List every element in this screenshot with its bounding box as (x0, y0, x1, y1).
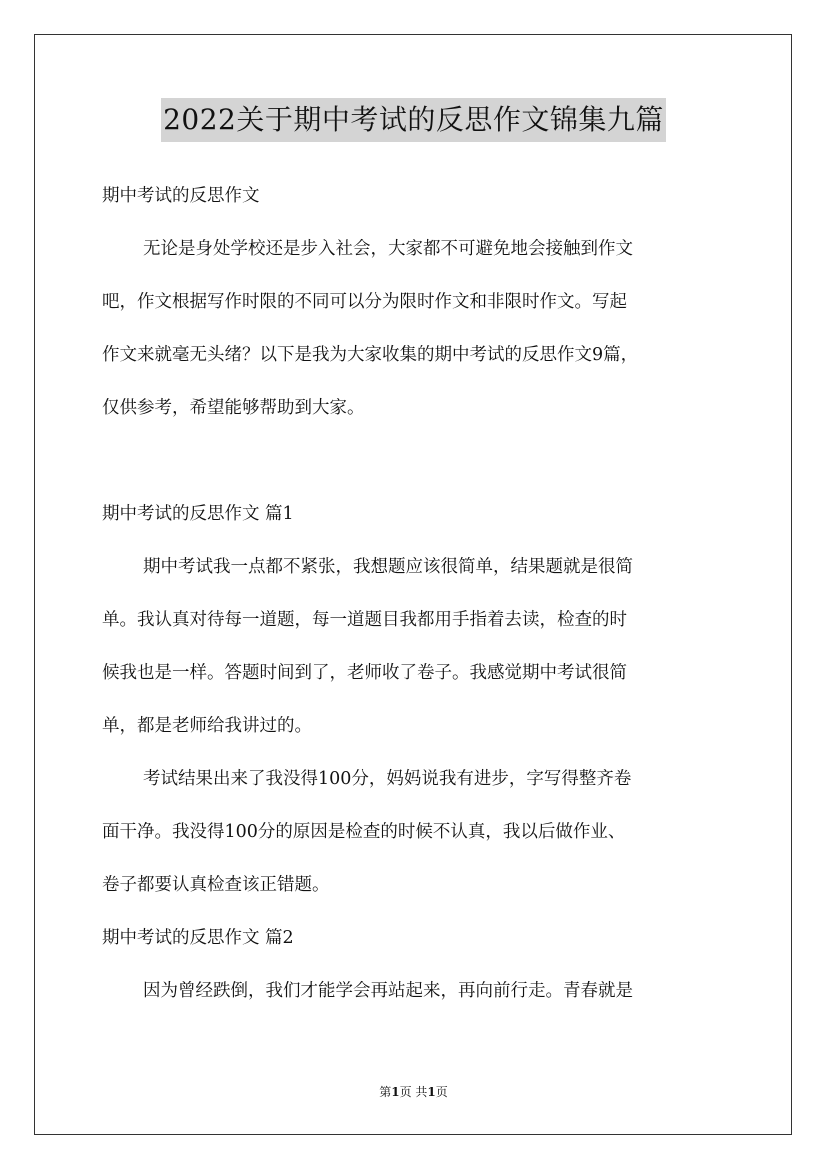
section-heading: 期中考试的反思作文 篇1 (102, 504, 294, 524)
footer-suffix: 页 (435, 1085, 448, 1099)
title-area (0, 98, 827, 142)
paragraph-line: 期中考试我一点都不紧张，我想题应该很简单，结果题就是很简 (143, 557, 633, 577)
footer-total-pages: 1 (427, 1085, 436, 1099)
document-body (102, 170, 734, 1018)
paragraph-line: 单，都是老师给我讲过的。 (102, 716, 312, 736)
footer-prefix: 第 (379, 1085, 392, 1099)
paragraph-line: 卷子都要认真检查该正错题。 (102, 875, 330, 895)
paragraph-line: 面干净。我没得100分的原因是检查的时候不认真，我以后做作业、 (102, 822, 626, 842)
paragraph-line: 作文来就毫无头绪？以下是我为大家收集的期中考试的反思作文9篇， (102, 345, 639, 365)
page-footer (0, 1084, 827, 1100)
paragraph-line: 仅供参考，希望能够帮助到大家。 (102, 398, 365, 418)
footer-current-page: 1 (391, 1085, 400, 1099)
section-heading: 期中考试的反思作文 (102, 186, 260, 206)
footer-middle: 页 共 (399, 1085, 428, 1099)
paragraph-line: 考试结果出来了我没得100分，妈妈说我有进步，字写得整齐卷 (143, 769, 632, 789)
paragraph-line: 候我也是一样。答题时间到了，老师收了卷子。我感觉期中考试很简 (102, 663, 627, 683)
paragraph-line: 无论是身处学校还是步入社会，大家都不可避免地会接触到作文 (143, 239, 633, 259)
paragraph-line: 因为曾经跌倒，我们才能学会再站起来，再向前行走。青春就是 (143, 981, 633, 1001)
document-title: 2022关于期中考试的反思作文锦集九篇 (161, 98, 666, 142)
paragraph-line: 吧，作文根据写作时限的不同可以分为限时作文和非限时作文。写起 (102, 292, 627, 312)
section-heading: 期中考试的反思作文 篇2 (102, 928, 294, 948)
blank-line (102, 435, 734, 488)
paragraph-line: 单。我认真对待每一道题，每一道题目我都用手指着去读，检查的时 (102, 610, 627, 630)
